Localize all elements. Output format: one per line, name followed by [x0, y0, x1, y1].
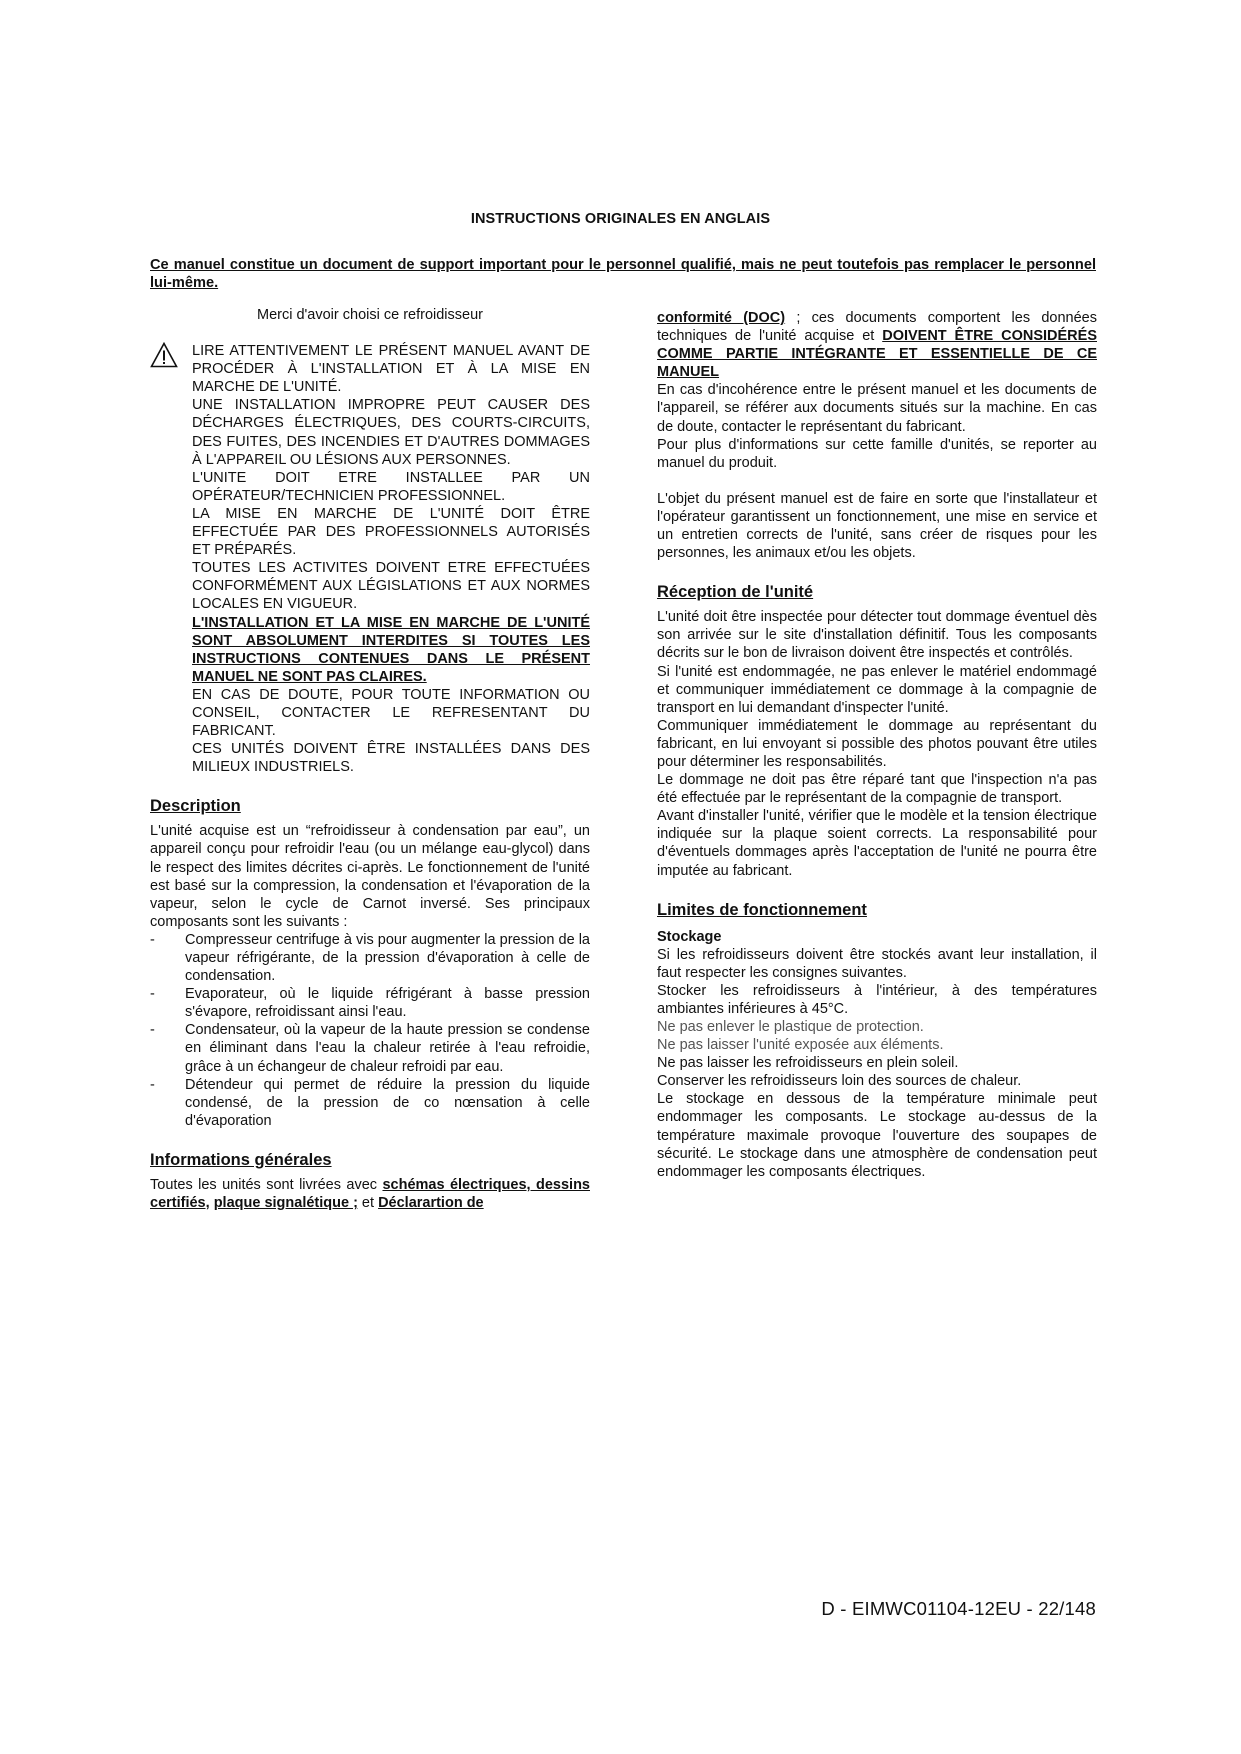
page-title: INSTRUCTIONS ORIGINALES EN ANGLAIS — [470, 211, 771, 227]
warning-paragraph: LIRE ATTENTIVEMENT LE PRÉSENT MANUEL AVANT DE PROCÉDER À L'INSTALLATION ET À LA MISE EN MARCHE DE L'UNITÉ. — [192, 343, 590, 396]
section-heading-reception: Réception de l'unité — [657, 583, 814, 602]
reception-paragraph: Avant d'installer l'unité, vérifier que le modèle et la tension électrique indiquée sur la plaque soient corrects. La responsabilité pour d'éventuels dommages après l'acceptation de l'unité ne pourra être imputée au fabricant. — [657, 808, 1097, 879]
general-info-text — [150, 1176, 590, 1212]
section-heading-limits: Limites de fonctionnement — [657, 900, 867, 919]
storage-paragraph: Le stockage en dessous de la température minimale peut endommager les composants. Le stockage au-dessus de la température maximale provoque l'ouverture des soupapes de sécurité. Le stockage dans une atmosphère de condensation peut endommager les composants électriques. — [657, 1091, 1097, 1180]
more-info-text: Pour plus d'informations sur cette famille d'unités, se reporter au manuel du produit. — [657, 436, 1097, 471]
storage-rule: Conserver les refroidisseurs loin des sources de chaleur. — [657, 1073, 1022, 1090]
warning-paragraph-emphasis: L'INSTALLATION ET LA MISE EN MARCHE DE L'UNITÉ SONT ABSOLUMENT INTERDITES SI TOUTES LES INSTRUCTIONS CONTENUES DANS LE PRÉSENT MANUEL NE SONT PAS CLAIRES. — [192, 614, 590, 685]
list-item: - Condensateur, où la vapeur de la haute pression se condense en éliminant dans l'eau la chaleur retirée à l'eau refroidie, grâce à un échangeur de chaleur refroidi par eau. — [150, 1021, 590, 1075]
list-item: - Evaporateur, où le liquide réfrigérant à basse pression s'évapore, refroidissant ainsi l'eau. — [150, 985, 590, 1021]
section-heading-general-info: Informations générales — [150, 1150, 332, 1169]
right-column — [657, 309, 1097, 1181]
warning-paragraph: LA MISE EN MARCHE DE L'UNITÉ DOIT ÊTRE EFFECTUÉE PAR DES PROFESSIONNELS AUTORISÉS ET PRÉPARÉS. — [192, 505, 590, 559]
warning-triangle-icon — [150, 342, 178, 368]
general-info-emphasis: plaque signalétique ; — [213, 1195, 358, 1212]
warning-paragraph: L'UNITE DOIT ETRE INSTALLEE PAR UN OPÉRATEUR/TECHNICIEN PROFESSIONNEL. — [192, 469, 590, 504]
thanks-line: Merci d'avoir choisi ce refroidisseur — [257, 307, 483, 323]
warning-paragraph: EN CAS DE DOUTE, POUR TOUTE INFORMATION OU CONSEIL, CONTACTER LE REFRESENTANT DU FABRICANT. — [192, 686, 590, 740]
safety-warning — [150, 342, 590, 776]
storage-rule: Ne pas laisser les refroidisseurs en plein soleil. — [657, 1055, 959, 1072]
reception-paragraph: L'unité doit être inspectée pour détecter tout dommage éventuel dès son arrivée sur le site d'installation définitif. Tous les composants décrits sur le bon de livraison doivent être inspectés et contrôlés. — [657, 609, 1097, 662]
warning-paragraph: TOUTES LES ACTIVITES DOIVENT ETRE EFFECTUÉES CONFORMÉMENT AUX LÉGISLATIONS ET AUX NORMES LOCALES EN VIGUEUR. — [192, 560, 590, 613]
intro-notice: Ce manuel constitue un document de support important pour le personnel qualifié, mais ne peut toutefois pas remplacer le personnel lui-même. — [150, 257, 1096, 291]
general-info-emphasis: Déclarartion de — [378, 1195, 484, 1212]
continuation-emphasis: DOIVENT ÊTRE CONSIDÉRÉS COMME PARTIE INTÉGRANTE ET ESSENTIELLE DE CE MANUEL — [657, 328, 1097, 381]
reception-paragraph: Communiquer immédiatement le dommage au représentant du fabricant, en lui envoyant si possible des photos pouvant être utiles pour déterminer les responsabilités. — [657, 717, 1097, 770]
storage-paragraph: Si les refroidisseurs doivent être stockés avant leur installation, il faut respecter les consignes suivantes. — [657, 946, 1097, 981]
warning-paragraph: CES UNITÉS DOIVENT ÊTRE INSTALLÉES DANS DES MILIEUX INDUSTRIELS. — [192, 741, 590, 776]
general-info-lead: Toutes les unités sont livrées avec — [150, 1176, 383, 1193]
page-footer: D - EIMWC01104-12EU - 22/148 — [821, 1598, 1096, 1619]
description-text: L'unité acquise est un “refroidisseur à condensation par eau”, un appareil conçu pour refroidir l'eau (ou un mélange eau-glycol) dans le respect des limites décrites ci-après. Le fonctionnement de l'unité est basé sur la compression, la condensation et l'évaporation de la vapeur, selon le cycle de Carnot inversé. Ses principaux composants sont les suivants : — [150, 823, 590, 930]
reception-paragraph: Le dommage ne doit pas être réparé tant que l'inspection n'a pas été effectuée par le représentant de la compagnie de transport. — [657, 772, 1097, 807]
list-item: - Détendeur qui permet de réduire la pression du liquide condensé, de la pression de co nœnsation à celle d'évaporation — [150, 1076, 590, 1130]
continuation-emphasis: conformité (DOC) — [657, 310, 786, 326]
list-item: - Compresseur centrifuge à vis pour augmenter la pression de la vapeur réfrigérante, de la pression d'évaporation à celle de condensation. — [150, 931, 590, 985]
storage-paragraph: Stocker les refroidisseurs à l'intérieur, à des températures ambiantes inférieures à 45°C. — [657, 982, 1097, 1017]
incoherence-text: En cas d'incohérence entre le présent manuel et les documents de l'appareil, se référer aux documents situés sur la machine. En cas de doute, contacter le représentant du fabricant. — [657, 382, 1097, 435]
storage-rule: Ne pas laisser l'unité exposée aux éléments. — [657, 1037, 944, 1054]
continuation-text: ; ces documents comportent les données techniques de l'unité acquise et — [657, 310, 1097, 345]
manual-purpose-text: L'objet du présent manuel est de faire en sorte que l'installateur et l'opérateur garantissent un fonctionnement, une mise en service et un entretien corrects de l'unité, sans créer de risques pour les personnes, les animaux et/ou les objets. — [657, 490, 1097, 562]
components-list — [150, 931, 590, 1130]
general-info-emphasis: schémas électriques, dessins certifiés, — [150, 1176, 590, 1212]
subheading-storage: Stockage — [657, 928, 722, 945]
general-info-separator: et — [357, 1195, 379, 1212]
storage-rule: Ne pas enlever le plastique de protection. — [657, 1019, 924, 1035]
general-info-continuation — [657, 309, 1097, 381]
section-heading-description: Description — [150, 797, 241, 816]
warning-paragraph: UNE INSTALLATION IMPROPRE PEUT CAUSER DES DÉCHARGES ÉLECTRIQUES, DES COURTS-CIRCUITS, DES FUITES, DES INCENDIES ET D'AUTRES DOMMAGES À L'APPAREIL OU LÉSIONS AUX PERSONNES. — [192, 397, 590, 468]
reception-paragraph: Si l'unité est endommagée, ne pas enlever le matériel endommagé et communiquer immédiatement ce dommage à la compagnie de transport en lui demandant d'inspecter l'unité. — [657, 663, 1097, 716]
left-column — [150, 306, 590, 1212]
